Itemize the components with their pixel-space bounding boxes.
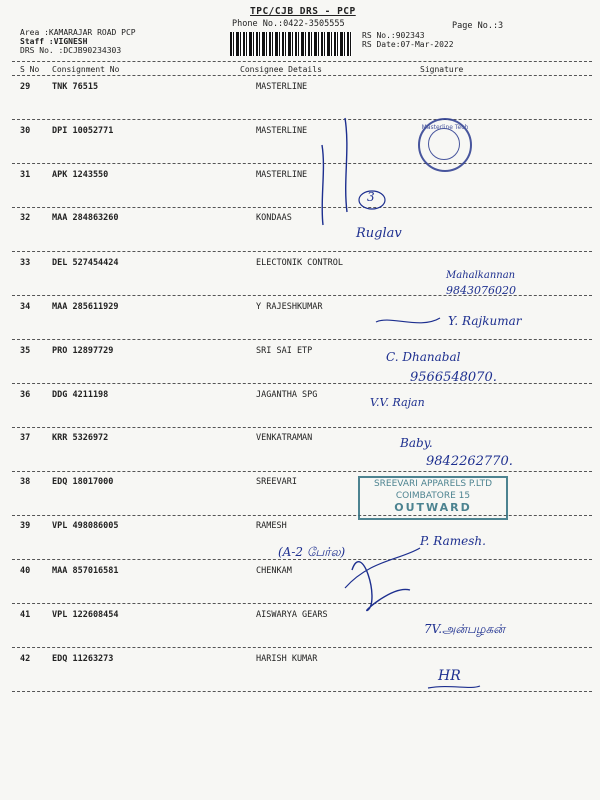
serial-number: 35	[20, 346, 31, 356]
drs-number: DRS No. :DCJB90234303	[20, 46, 122, 55]
sreevari-outward-stamp: SREEVARI APPARELS P.LTD COIMBATORE 15 OUTWARD	[358, 476, 508, 520]
page-number: Page No.:3	[452, 21, 504, 31]
consignee-name: KONDAAS	[256, 213, 292, 223]
serial-number: 37	[20, 433, 31, 443]
consignment-number: VPL 498086005	[52, 521, 119, 531]
consignee-name: HARISH KUMAR	[256, 654, 318, 664]
serial-number: 39	[20, 521, 31, 531]
serial-number: 31	[20, 170, 31, 180]
consignee-name: JAGANTHA SPG	[256, 390, 318, 400]
area-label: Area :KAMARAJAR ROAD PCP	[20, 28, 136, 37]
handwritten-phone: 9566548070.	[410, 370, 497, 385]
consignment-number: DPI 10052771	[52, 126, 114, 136]
consignee-name: MASTERLINE	[256, 82, 308, 92]
consignee-name: RAMESH	[256, 521, 287, 531]
consignment-number: EDQ 18017000	[52, 477, 114, 487]
masterline-round-stamp: Masterline Tech	[418, 118, 472, 172]
handwritten-signature: Y. Rajkumar	[448, 314, 522, 328]
serial-number: 42	[20, 654, 31, 664]
serial-number: 32	[20, 213, 31, 223]
handwritten-signature: V.V. Rajan	[370, 396, 425, 409]
consignment-number: VPL 122608454	[52, 610, 119, 620]
handwritten-signature: Ruglav	[356, 226, 402, 241]
serial-number: 29	[20, 82, 31, 92]
serial-number: 41	[20, 610, 31, 620]
consignment-number: KRR 5326972	[52, 433, 109, 443]
handwritten-phone: 9843076020	[446, 284, 516, 297]
consignment-number: MAA 284863260	[52, 213, 119, 223]
consignment-number: MAA 285611929	[52, 302, 119, 312]
handwritten-name: C. Dhanabal	[386, 350, 461, 364]
column-consignment: Consignment No	[52, 65, 120, 74]
column-consignee: Consignee Details	[240, 65, 322, 74]
staff-label: Staff :VIGNESH	[20, 37, 88, 46]
handwritten-phone: 9842262770.	[426, 454, 513, 469]
consignee-name: Y RAJESHKUMAR	[256, 302, 323, 312]
serial-number: 38	[20, 477, 31, 487]
consignment-number: APK 1243550	[52, 170, 109, 180]
handwritten-name: Mahalkannan	[446, 270, 516, 281]
serial-number: 36	[20, 390, 31, 400]
rs-date: RS Date:07-Mar-2022	[362, 40, 454, 49]
consignee-name: ELECTONIK CONTROL	[256, 258, 343, 268]
handwritten-signature: HR	[438, 668, 461, 684]
serial-number: 34	[20, 302, 31, 312]
consignment-number: DEL 527454424	[52, 258, 119, 268]
serial-number: 33	[20, 258, 31, 268]
consignment-number: TNK 76515	[52, 82, 99, 92]
handwritten-name: Baby.	[400, 436, 433, 450]
document-title: TPC/CJB DRS - PCP	[250, 6, 356, 17]
handwritten-signature: 7V.அன்பழகன்	[424, 622, 505, 636]
consignment-number: MAA 857016581	[52, 566, 119, 576]
handwritten-number: 3	[367, 190, 375, 204]
consignment-number: DDG 4211198	[52, 390, 109, 400]
consignee-name: CHENKAM	[256, 566, 292, 576]
column-sno: S No	[20, 65, 40, 74]
consignee-name: MASTERLINE	[256, 170, 308, 180]
column-signature: Signature	[420, 65, 464, 74]
handwritten-note: (A-2 பேர்ல)	[278, 545, 346, 559]
serial-number: 40	[20, 566, 31, 576]
consignee-name: SRI SAI ETP	[256, 346, 313, 356]
consignment-number: PRO 12897729	[52, 346, 114, 356]
consignee-name: MASTERLINE	[256, 126, 308, 136]
handwritten-name: P. Ramesh.	[420, 534, 486, 548]
serial-number: 30	[20, 126, 31, 136]
rs-number: RS No.:902343	[362, 31, 425, 40]
consignee-name: VENKATRAMAN	[256, 433, 313, 443]
consignee-name: AISWARYA GEARS	[256, 610, 328, 620]
consignment-number: EDQ 11263273	[52, 654, 114, 664]
consignee-name: SREEVARI	[256, 477, 297, 487]
phone-number: Phone No.:0422-3505555	[232, 19, 345, 29]
